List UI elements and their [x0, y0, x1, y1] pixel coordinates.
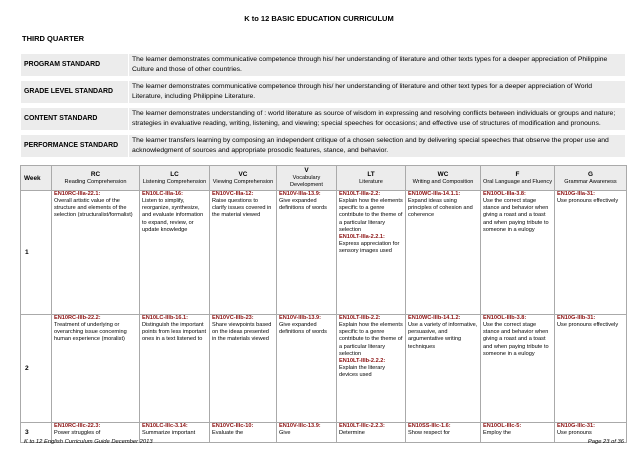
competency-code: EN10SS-IIIc-1.6:	[408, 423, 451, 430]
week-column-header: Week	[21, 166, 52, 191]
competency-text: Employ the	[483, 430, 511, 437]
column-name: Grammar Awareness	[564, 178, 617, 185]
competency-code: EN10LT-IIIb-2.2:	[339, 315, 381, 322]
column-name: Viewing Comprehension	[212, 178, 274, 185]
competency-cell	[52, 315, 140, 423]
competency-text: Listen to simplify, reorganize, synthesize, and evaluate information to expand, review, or update knowledge	[142, 198, 204, 233]
competency-text: Use the correct stage stance and behavior when giving a roast and a toast and when paying tribute to someone in a eulogy	[483, 198, 549, 233]
column-code: LT	[367, 170, 375, 178]
column-header-v	[277, 166, 337, 191]
column-header-rc	[52, 166, 140, 191]
competency-cell	[481, 315, 555, 423]
standard-text: The learner transfers learning by composing an independent critique of a chosen selection and by delivering special speeches that observe the proper use and acknowledgment of sources and appropriate prosodic features, stance, and behavior.	[129, 135, 626, 158]
competency-text: Distinguish the important points from less important ones in a text listened to	[142, 322, 207, 343]
competency-code: EN10VC-IIIc-10:	[212, 423, 254, 430]
column-header-vc	[210, 166, 277, 191]
competency-code: EN10OL-IIIb-3.8:	[483, 315, 527, 322]
competency-cell	[555, 315, 627, 423]
competency-code: EN10WC-IIIa-14.1.1:	[408, 191, 461, 198]
standard-text: The learner demonstrates communicative competence through his/ her understanding of literature and other text types for a deeper appreciation of World Literature, including Philippine Literature.	[129, 81, 626, 104]
standard-label: GRADE LEVEL STANDARD	[21, 81, 129, 104]
competency-code: EN10WC-IIIb-14.1.2:	[408, 315, 461, 322]
competency-code: EN10V-IIIb-13.9:	[279, 315, 321, 322]
week-number: 3	[21, 423, 52, 443]
column-header-f	[481, 166, 555, 191]
competency-code: EN10G-IIIa-31:	[557, 191, 595, 198]
competency-text: Give expanded definitions of words	[279, 322, 327, 336]
standard-row	[21, 108, 626, 131]
competency-text: Share viewpoints based on the ideas presented in the materials viewed	[212, 322, 272, 343]
competency-code: EN10V-IIIc-13.9:	[279, 423, 321, 430]
competency-code: EN10OL-IIIa-3.8:	[483, 191, 526, 198]
standard-row	[21, 135, 626, 158]
competency-code: EN10LT-IIIc-2.2.3:	[339, 423, 385, 430]
competency-cell	[140, 191, 210, 315]
standard-text: The learner demonstrates understanding of : world literature as source of wisdom in expressing and resolving conflicts between individuals or groups and nature; strategies in evaluative reading, writing, listening, and viewing; special speeches for occasions; and effective use of structures of modification and pronouns.	[129, 108, 626, 131]
column-name: Oral Language and Fluency	[482, 178, 553, 185]
competency-text: Determine	[339, 430, 365, 437]
competency-cell	[277, 315, 337, 423]
competency-text: Evaluate the	[212, 430, 244, 437]
competency-code: EN10LC-IIIb-16.1:	[142, 315, 189, 322]
competency-text: Power struggles of	[54, 430, 101, 437]
column-code: VC	[238, 170, 248, 178]
footer-page-number: Page 23 of 36	[587, 439, 624, 445]
competency-cell	[210, 423, 277, 443]
column-header-wc	[406, 166, 481, 191]
competency-code: EN10VC-IIIb-23:	[212, 315, 254, 322]
competency-text: Use pronouns	[557, 430, 592, 437]
column-code: F	[515, 170, 520, 178]
column-name: Vocabulary Development	[290, 175, 323, 189]
competency-text: Give	[279, 430, 291, 437]
competency-code: EN10LC-IIIc-3.14:	[142, 423, 188, 430]
column-name: Literature	[359, 178, 383, 185]
standard-row	[21, 81, 626, 104]
competency-code: EN10RC-IIIa-22.1:	[54, 191, 101, 198]
column-code: LC	[170, 170, 179, 178]
competency-cell	[277, 423, 337, 443]
standard-row	[21, 54, 626, 77]
column-name: Writing and Composition	[412, 178, 474, 185]
competency-code: EN10RC-IIIc-22.3:	[54, 423, 101, 430]
grid-header-row	[21, 166, 627, 191]
competency-code: EN10VC-IIIa-12:	[212, 191, 254, 198]
competency-code: EN10V-IIIa-13.9:	[279, 191, 321, 198]
standard-text: The learner demonstrates communicative competence through his/ her understanding of literature and other texts types for a deeper appreciation of Philippine Culture and those of other countries.	[129, 54, 626, 77]
standard-label: PERFORMANCE STANDARD	[21, 135, 129, 158]
competency-cell	[140, 315, 210, 423]
competency-text: Use pronouns effectively	[557, 322, 619, 329]
standard-label: PROGRAM STANDARD	[21, 54, 129, 77]
competency-text: Express appreciation for sensory images used	[339, 240, 400, 254]
competency-code: EN10G-IIIb-31:	[557, 315, 596, 322]
column-header-g	[555, 166, 627, 191]
competency-code: EN10LT-IIIa-2.2.1:	[339, 233, 385, 240]
footer-guide-name: K to 12 English Curriculum Guide December 2013	[24, 439, 153, 445]
competency-text: Give expanded definitions of words	[279, 198, 327, 212]
competency-text: Explain how the elements specific to a genre contribute to the theme of a particular literary selection	[339, 198, 403, 233]
column-code: V	[304, 167, 309, 174]
column-name: Listening Comprehension	[142, 178, 207, 185]
competency-code: EN10OL-IIIc-5:	[483, 423, 522, 430]
competency-cell	[210, 315, 277, 423]
competency-code: EN10LT-IIIa-2.2:	[339, 191, 381, 198]
competency-text: Overall artistic value of the structure and elements of the selection (structuralist/formalist)	[54, 198, 133, 219]
document-title: K to 12 BASIC EDUCATION CURRICULUM	[244, 14, 394, 23]
competency-cell	[406, 315, 481, 423]
column-code: RC	[90, 170, 101, 178]
competency-cell	[52, 191, 140, 315]
competency-text: Use the correct stage stance and behavior when giving a roast and a toast and when paying tribute to someone in a eulogy	[483, 322, 549, 357]
standards-table	[20, 53, 626, 158]
competency-cell	[337, 315, 406, 423]
competency-text: Use pronouns effectively	[557, 198, 619, 205]
quarter-heading: THIRD QUARTER	[22, 34, 85, 43]
column-header-lc	[140, 166, 210, 191]
competency-text: Explain how the elements specific to a genre contribute to the theme of a particular literary selection	[339, 322, 403, 357]
competency-cell	[481, 191, 555, 315]
competency-cell	[481, 423, 555, 443]
competency-text: Show respect for	[408, 430, 450, 437]
standard-label: CONTENT STANDARD	[21, 108, 129, 131]
competency-cell	[210, 191, 277, 315]
column-code: WC	[437, 170, 449, 178]
competency-cell	[277, 191, 337, 315]
competency-text: Expand ideas using principles of cohesion and coherence	[408, 198, 473, 219]
competency-cell	[406, 423, 481, 443]
curriculum-grid	[20, 165, 627, 443]
column-header-lt	[337, 166, 406, 191]
week-number: 2	[21, 315, 52, 423]
competency-cell	[555, 191, 627, 315]
week-number: 1	[21, 191, 52, 315]
competency-text: Treatment of underlying or overarching issue concerning human experience (moralist)	[54, 322, 127, 343]
competency-text: Summarize important	[142, 430, 196, 437]
week-row	[21, 315, 627, 423]
competency-cell	[337, 191, 406, 315]
column-name: Reading Comprehension	[64, 178, 127, 185]
competency-cell	[406, 191, 481, 315]
week-row	[21, 191, 627, 315]
competency-code: EN10RC-IIIb-22.2:	[54, 315, 101, 322]
competency-text: Use a variety of informative, persuasive, and argumentative writing techniques	[408, 322, 478, 350]
competency-code: EN10LT-IIIb-2.2.2:	[339, 357, 386, 364]
column-code: G	[588, 170, 593, 178]
competency-code: EN10LC-IIIa-16:	[142, 191, 184, 198]
competency-cell	[337, 423, 406, 443]
competency-code: EN10G-IIIc-31:	[557, 423, 595, 430]
competency-text: Explain the literary devices used	[339, 364, 386, 378]
competency-text: Raise questions to clarify issues covered in the material viewed	[212, 198, 272, 219]
